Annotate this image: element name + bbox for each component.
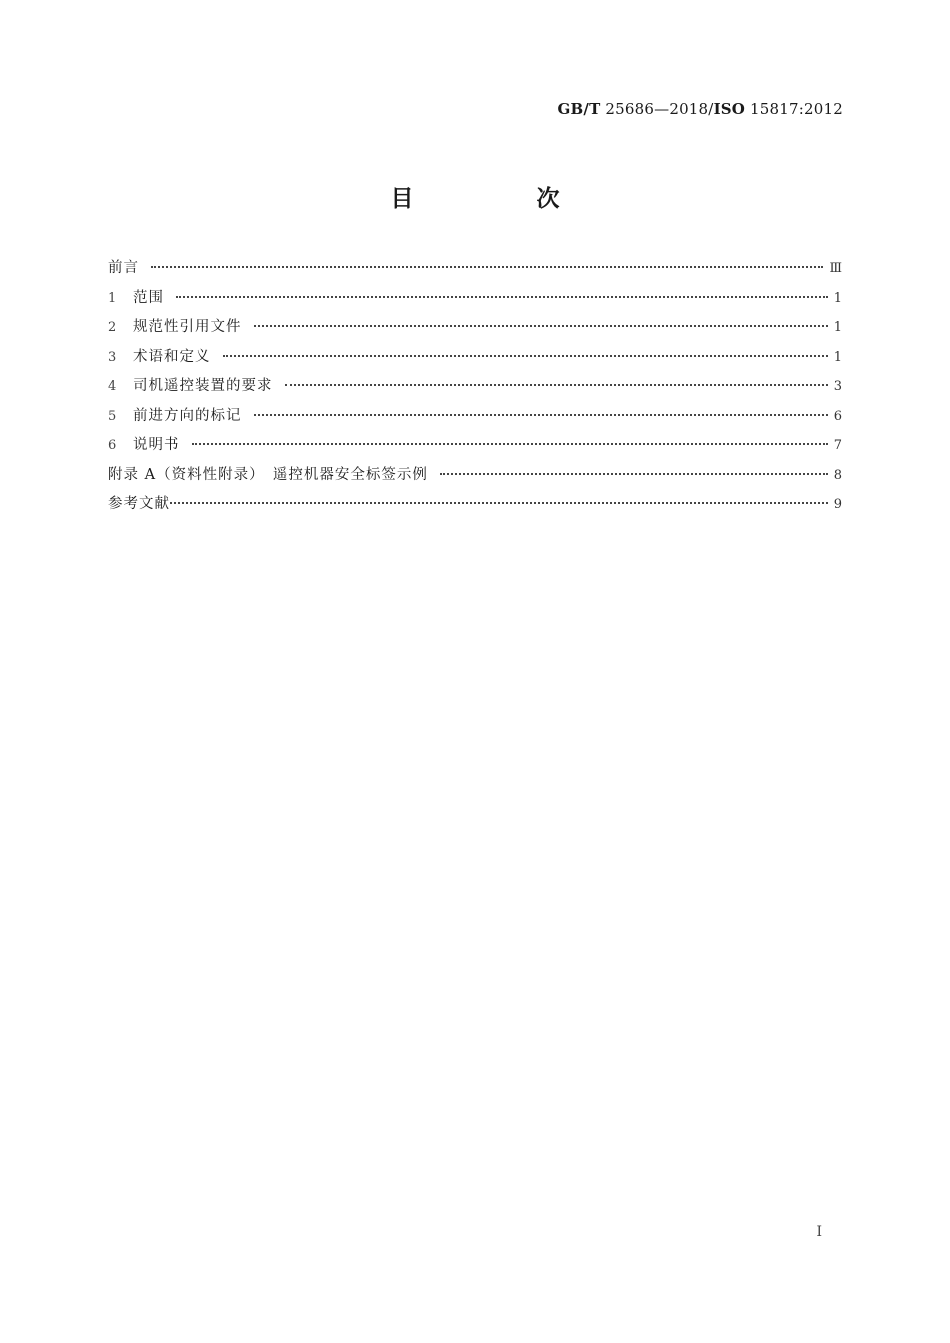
toc-leader-dots	[170, 501, 828, 504]
toc-entry-text: 规范性引用文件	[133, 319, 242, 335]
toc-entry-page: 1	[833, 320, 843, 335]
toc-leader-dots	[151, 265, 823, 268]
toc-entry-page: 1	[833, 349, 843, 365]
toc-entry-remote-control-requirements[interactable]	[108, 374, 843, 404]
toc-entry-number: 1	[108, 290, 118, 306]
standard-number	[558, 100, 844, 118]
toc-entry-text: 范围	[133, 289, 164, 306]
toc-entry-page: 7	[833, 438, 843, 453]
toc-entry-text: 前进方向的标记	[133, 407, 242, 424]
toc-entry-number: 6	[108, 438, 118, 453]
toc-entry-number: 3	[108, 349, 118, 365]
toc-entry-text: 说明书	[133, 437, 180, 453]
toc-entry-page: 6	[833, 408, 843, 424]
toc-entry-page: Ⅲ	[829, 261, 843, 276]
toc-entry-instructions[interactable]	[108, 433, 843, 463]
toc-leader-dots	[192, 442, 828, 445]
iso-prefix: ISO	[713, 100, 746, 118]
toc-entry-number: 5	[108, 408, 118, 424]
toc-entry-bibliography[interactable]	[108, 492, 843, 522]
toc-leader-dots	[440, 472, 828, 475]
toc-title: 目 次	[390, 186, 610, 212]
toc-entry-text: 前言	[108, 260, 139, 276]
toc-leader-dots	[223, 354, 828, 357]
toc-entry-number: 4	[108, 379, 118, 394]
toc-entry-page: 1	[833, 290, 843, 306]
toc-entry-terms-definitions[interactable]	[108, 345, 843, 375]
toc-entry-normative-references[interactable]	[108, 315, 843, 345]
toc-entry-annex-a[interactable]	[108, 463, 843, 493]
table-of-contents	[108, 256, 843, 522]
toc-entry-number: 2	[108, 320, 118, 335]
std-prefix: GB/T	[557, 100, 601, 118]
toc-entry-page: 3	[833, 379, 843, 394]
std-code: 25686—2018/	[600, 100, 714, 118]
toc-entry-forward-direction-marking[interactable]	[108, 404, 843, 434]
iso-code: 15817:2012	[745, 100, 843, 118]
toc-entry-foreword[interactable]	[108, 256, 843, 286]
toc-leader-dots	[176, 295, 828, 298]
toc-leader-dots	[254, 413, 828, 416]
toc-leader-dots	[254, 324, 828, 327]
toc-entry-page: 9	[833, 497, 843, 512]
page-number: I	[816, 1224, 822, 1240]
toc-entry-scope[interactable]	[108, 286, 843, 316]
toc-entry-page: 8	[833, 467, 843, 483]
toc-leader-dots	[285, 383, 828, 386]
toc-entry-text: 参考文献	[108, 496, 170, 512]
toc-entry-text: 附录 A（资料性附录） 遥控机器安全标签示例	[108, 466, 428, 483]
toc-entry-text: 司机遥控装置的要求	[133, 378, 273, 394]
toc-entry-text: 术语和定义	[133, 348, 211, 365]
